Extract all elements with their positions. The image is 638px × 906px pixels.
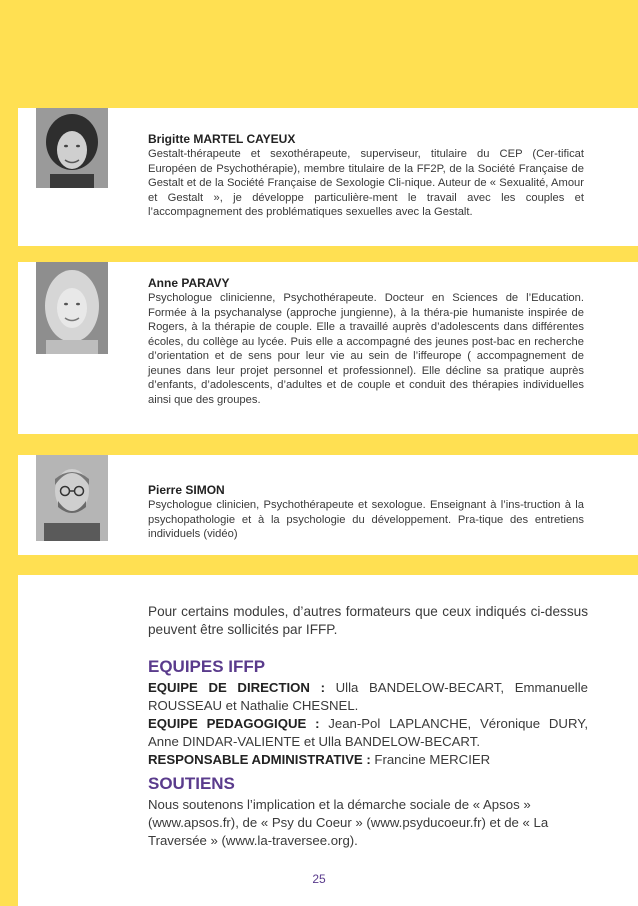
portrait-photo-martel-cayeux: [36, 108, 108, 188]
portrait-photo-simon: [36, 455, 108, 541]
soutiens-text: Nous soutenons l’implication et la démarche sociale de « Apsos » (www.apsos.fr), de « Psy du Coeur » (www.psyducoeur.fr) et de « La Traversée » (www.la-traversee.org).: [148, 797, 549, 848]
person-name: Anne PARAVY: [148, 276, 230, 290]
person-bio: Gestalt-thérapeute et sexothérapeute, superviseur, titulaire du CEP (Cer-tificat Européen de Psychothérapie), membre titulaire de la FF2P, de la Société Française de Gestalt et de la Société Française de Sexologie Cli-nique. Auteur de « Sexualité, Amour et Gestalt », je développe particulière-ment le travail avec les couples et l’accompagnement des problématiques sexuelles avec la Gestalt.: [148, 148, 584, 218]
direction-line: [148, 679, 588, 715]
equipes-body: [148, 679, 588, 769]
person-name: Pierre SIMON: [148, 483, 225, 497]
intro-paragraph: Pour certains modules, d’autres formateurs que ceux indiqués ci-dessus peuvent être sollicités par IFFP.: [148, 604, 588, 637]
person-bio: Psychologue clinicien, Psychothérapeute et sexologue. Enseignant à l’ins-truction à la psychopathologie et à la psychologie du développement. Pra-tique des entretiens individuels (vidéo): [148, 499, 584, 540]
direction-value: Ulla BANDELOW-BECART, Emmanuelle ROUSSEAU et Nathalie CHESNEL.: [148, 680, 588, 713]
bio-paravy: [148, 276, 584, 407]
soutiens-heading: SOUTIENS: [148, 774, 235, 793]
direction-label: EQUIPE DE DIRECTION :: [148, 680, 325, 695]
person-bio: Psychologue clinicienne, Psychothérapeute. Docteur en Sciences de l’Education. Formée à la psychanalyse (approche jungienne), à la théra-pie humaniste inspirée de Rogers, à la thérapie de couple. Elle a travaillé auprès d’adolescents dans différentes écoles, du collège au lycée. Puis elle a accompagné des jeunes post-bac en recherche d’orientation et de sens pour leur vie au sein de l’iffeurope ( accompagnement de jeunes dans leur projet personnel et professionnel). Elle décline sa pratique auprès d’enfants, d’adolescents, d’adultes et de couple et conduit des thérapies individuelles ainsi que des groupes.: [148, 292, 584, 406]
admin-value: Francine MERCIER: [370, 752, 491, 767]
person-name: Brigitte MARTEL CAYEUX: [148, 132, 296, 146]
portrait-photo-paravy: [36, 262, 108, 354]
pedagogique-value: Jean-Pol LAPLANCHE, Véronique DURY, Anne DINDAR-VALIENTE et Ulla BANDELOW-BECART.: [148, 716, 588, 749]
admin-line: [148, 751, 588, 769]
page-number: 25: [312, 872, 326, 886]
bio-simon: [148, 483, 584, 542]
equipes-heading: EQUIPES IFFP: [148, 657, 266, 676]
bio-martel-cayeux: [148, 132, 584, 220]
admin-label: RESPONSABLE ADMINISTRATIVE :: [148, 752, 371, 767]
pedagogique-line: [148, 715, 588, 751]
pedagogique-label: EQUIPE PEDAGOGIQUE :: [148, 716, 320, 731]
